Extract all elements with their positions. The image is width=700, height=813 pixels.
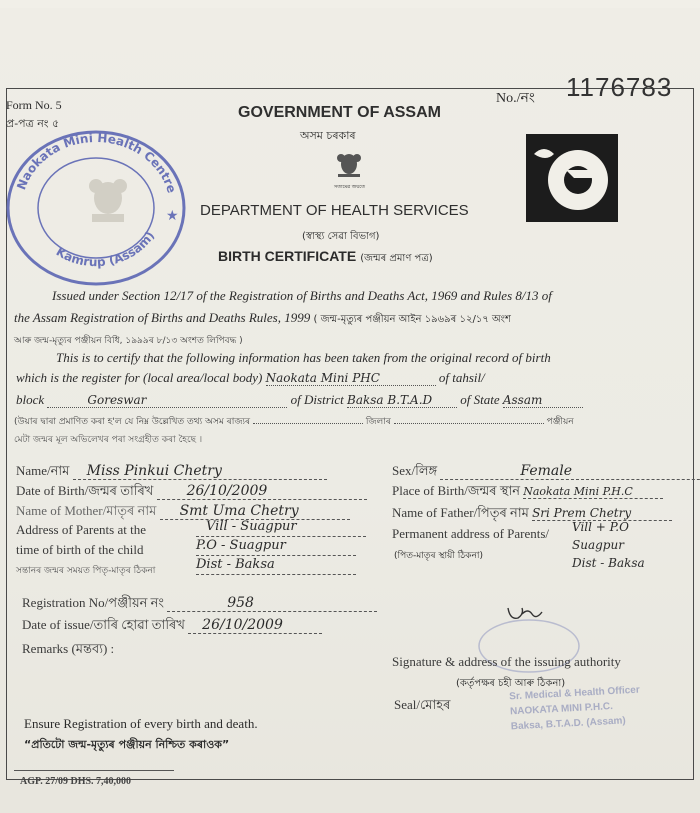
pob-value: Naokata Mini P.H.C bbox=[523, 485, 663, 499]
pob-label: Place of Birth/জন্মৰ স্থান bbox=[392, 483, 520, 498]
issue-date-label: Date of issue/তাৰি হোৱা তাৰিখ bbox=[22, 617, 185, 632]
district-label: of District bbox=[290, 392, 344, 407]
local-body-value: Naokata Mini PHC bbox=[266, 371, 436, 386]
certify-line-2: which is the register for (local area/local body) bbox=[16, 370, 263, 385]
name-value: Miss Pinkui Chetry bbox=[73, 463, 327, 480]
officer-seal-line: NAOKATA MINI P.H.C. bbox=[509, 701, 614, 718]
address-label-1: Address of Parents at the bbox=[16, 522, 146, 537]
emblem-caption: সত্যমেৱ জয়তে bbox=[334, 184, 365, 190]
address-block bbox=[196, 518, 366, 575]
stamp-ring-bottom: Kamrup (Assam) bbox=[53, 228, 158, 270]
registration-value: 958 bbox=[167, 595, 377, 612]
father-label: Name of Father/পিতৃৰ নাম bbox=[392, 505, 529, 520]
department-title: DEPARTMENT OF HEALTH SERVICES bbox=[200, 202, 469, 219]
father-value: Sri Prem Chetry bbox=[532, 506, 672, 521]
sex-value: Female bbox=[440, 463, 700, 480]
registration-label: Registration No/পঞ্জীয়ন নং bbox=[22, 595, 164, 610]
preamble-bn-1-end: পঞ্জীয়ন bbox=[546, 417, 574, 427]
certificate-paper bbox=[0, 8, 700, 813]
address-label-bn: সন্তানৰ জন্মৰ সময়ত পিতৃ-মাতৃৰ ঠিকনা bbox=[16, 566, 156, 576]
remarks-label: Remarks (মন্তব্য) : bbox=[22, 641, 115, 656]
block-value: Goreswar bbox=[47, 393, 287, 408]
form-number: Form No. 5 bbox=[6, 98, 62, 112]
preamble-line-3-bn: আৰু জন্ম-মৃত্যুৰ পঞ্জীয়ন বিধি, ১৯৯৯ৰ ৮/১৩ অংশত লিপিবদ্ধ ) bbox=[14, 336, 243, 346]
permanent-address-line: Suagpur bbox=[572, 538, 624, 552]
mother-label: Name of Mother/মাতৃৰ নাম bbox=[16, 503, 157, 518]
district-value: Baksa B.T.A.D bbox=[347, 393, 457, 408]
address-label-2: time of birth of the child bbox=[16, 542, 144, 557]
serial-label: No./নং bbox=[496, 91, 535, 106]
permanent-address-line: Dist - Baksa bbox=[572, 556, 645, 570]
watermark-emblem-icon bbox=[78, 168, 138, 238]
dob-value: 26/10/2009 bbox=[157, 483, 367, 500]
permanent-address-block bbox=[572, 518, 645, 572]
dob-label: Date of Birth/জন্মৰ তাৰিখ bbox=[16, 483, 154, 498]
permanent-address-line: Vill + P.O bbox=[572, 520, 629, 534]
government-title-bn: অসম চৰকাৰ bbox=[300, 129, 356, 142]
serial-number: 1176783 bbox=[566, 72, 673, 102]
svg-text:★: ★ bbox=[166, 209, 179, 224]
issue-date-value: 26/10/2009 bbox=[188, 617, 322, 634]
national-emblem-icon bbox=[332, 148, 366, 186]
ensure-registration: Ensure Registration of every birth and death. bbox=[24, 716, 258, 731]
state-value: Assam bbox=[503, 393, 583, 408]
address-line: Dist - Baksa bbox=[196, 556, 356, 575]
preamble-bn-2: মেটা জন্মৰ মূল অভিলেখৰ পৰা সংগ্ৰহীত কৰা হৈছে । bbox=[14, 435, 203, 445]
mother-value: Smt Uma Chetry bbox=[160, 503, 350, 520]
state-label: of State bbox=[460, 392, 500, 407]
officer-seal-text bbox=[509, 683, 642, 735]
government-title: GOVERNMENT OF ASSAM bbox=[238, 104, 441, 121]
preamble-bn-1-mid: জিলাৰ bbox=[365, 417, 391, 427]
seal-label: Seal/মোহৰ bbox=[394, 697, 451, 712]
certify-line-2-end: of tahsil/ bbox=[438, 370, 485, 385]
name-label: Name/নাম bbox=[16, 463, 70, 478]
permanent-address-label: Permanent address of Parents/ bbox=[392, 526, 550, 541]
preamble-line-2-bn: ( জন্ম-মৃত্যুৰ পঞ্জীয়ন আইন ১৯৬৯ৰ ১২/১৭ অংশ bbox=[313, 314, 511, 325]
form-number-bn: প্ৰ-পত্ৰ নং ৫ bbox=[6, 117, 60, 130]
ensure-registration-bn: “প্ৰতিটো জন্ম-মৃত্যুৰ পঞ্জীয়ন নিশ্চিত কৰাওক” bbox=[24, 738, 230, 751]
preamble-line-1: Issued under Section 12/17 of the Registration of Births and Deaths Act, 1969 and Rules 8/13 of bbox=[52, 288, 552, 303]
block-label: block bbox=[16, 392, 45, 407]
certificate-title-bn: (জন্মৰ প্ৰমাণ পত্ৰ) bbox=[360, 253, 433, 264]
sex-label: Sex/লিঙ্গ bbox=[392, 463, 438, 478]
certificate-title: BIRTH CERTIFICATE bbox=[218, 248, 357, 264]
preamble-line-2: the Assam Registration of Births and Deaths Rules, 1999 bbox=[14, 310, 311, 325]
officer-seal-line: Sr. Medical & Health Officer bbox=[509, 684, 641, 703]
permanent-address-label-bn: (পিত-মাতৃৰ স্থায়ী ঠিকনা) bbox=[394, 551, 483, 561]
officer-seal-line: Baksa, B.T.A.D. (Assam) bbox=[510, 715, 627, 733]
signature-label-bn: (কৰ্তৃপক্ষৰ চহী আৰু ঠিকনা) bbox=[456, 678, 566, 689]
preamble-bn-1: (উয়াৰ দ্বাৰা প্ৰমাণিত কৰা হ'ল যে নিম্ন উল্লেখিত তথ্য অসম ৰাজ্যৰ bbox=[14, 417, 251, 427]
printer-imprint: AGP. 27/09 DHS. 7,40,000 bbox=[20, 776, 132, 787]
address-line: Vill - Suagpur bbox=[196, 518, 366, 537]
department-title-bn: (স্বাস্থ্য সেৱা বিভাগ) bbox=[302, 231, 380, 242]
certify-line-1: This is to certify that the following information has been taken from the original record of birth bbox=[56, 350, 551, 365]
signature-label: Signature & address of the issuing authority bbox=[392, 654, 621, 669]
health-department-logo bbox=[526, 134, 618, 222]
stamp-ring-top: Naokata Mini Health Centre bbox=[14, 130, 179, 195]
address-line: P.O - Suagpur bbox=[196, 537, 356, 556]
